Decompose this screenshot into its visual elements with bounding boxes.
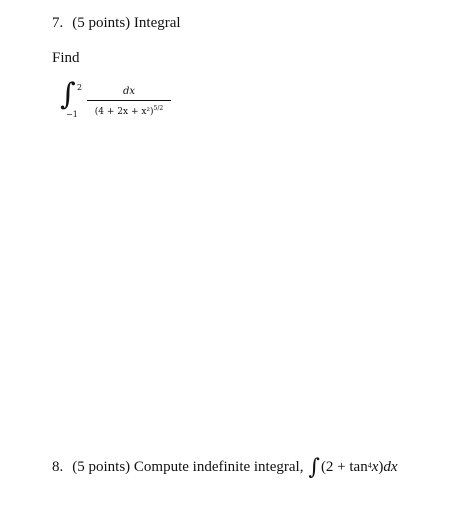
integral-sign: ∫ [308,455,320,480]
denominator-exponent: 5/2 [153,105,164,112]
problem-number: 8. [52,458,64,475]
problem-7-heading [52,15,181,32]
lower-limit: −1 [66,110,78,119]
problem-title: (5 points) Integral [72,15,181,31]
indefinite-integral [308,456,397,478]
tan-exponent: 4 [367,460,372,470]
fraction-numerator: dx [122,86,136,97]
expr-differential: dx [383,458,398,475]
expr-variable: x [371,458,379,475]
upper-limit: 2 [77,83,83,92]
definite-integral [60,77,200,122]
denominator-base: (4 + 2x + x²) [94,107,154,117]
fraction-denominator [87,101,171,118]
integral-sign: ∫ [60,77,76,112]
problem-8 [52,456,398,478]
expr-open: (2 + tan [320,458,368,475]
expr-close: ) [378,458,384,475]
integrand-fraction [87,86,171,118]
problem-number: 7. [52,15,64,31]
find-label: Find [52,50,80,66]
problem-text: (5 points) Compute indefinite integral, [72,458,304,475]
